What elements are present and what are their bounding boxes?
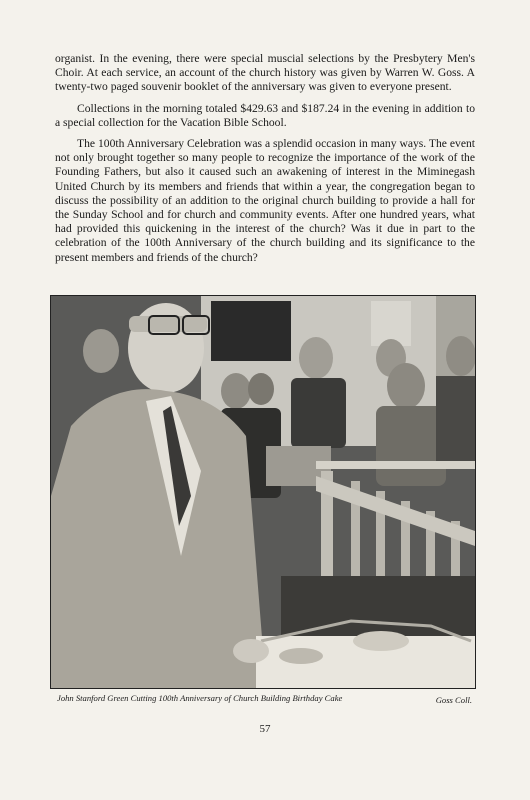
paragraph-2: Collections in the morning totaled $429.63 and $187.24 in the evening in addition to a special collection for the Vacation Bible School. bbox=[55, 101, 475, 129]
page-number: 57 bbox=[259, 723, 271, 735]
paragraph-3: The 100th Anniversary Celebration was a splendid occasion in many ways. The event not only brought together so many people to recognize the importance of the work of the Founding Fathers, but also it caused such an awakening of interest in the Miminegash United Church by its members and friends that within a year, the congregation began to discuss the possibility of an addition to the original church building to provide a hall for the Sunday School and for church and community events. After one hundred years, what had provided this quickening in the interest of the church? Was it due in part to the celebration of the 100th Anniversary of the church building and its significance to the present members and friends of the church? bbox=[55, 137, 475, 264]
photo-caption: John Stanford Green Cutting 100th Anniversary of Church Building Birthday Cake bbox=[57, 693, 343, 703]
body-text bbox=[55, 52, 475, 272]
paragraph-1: organist. In the evening, there were special muscial selections by the Presbytery Men's Choir. At each service, an account of the church history was given by Warren W. Goss. A twenty-two paged souvenir booklet of the anniversary was given to everyone present. bbox=[55, 52, 475, 94]
church-anniversary-photo bbox=[50, 295, 476, 689]
photo-credit: Goss Coll. bbox=[435, 695, 472, 705]
